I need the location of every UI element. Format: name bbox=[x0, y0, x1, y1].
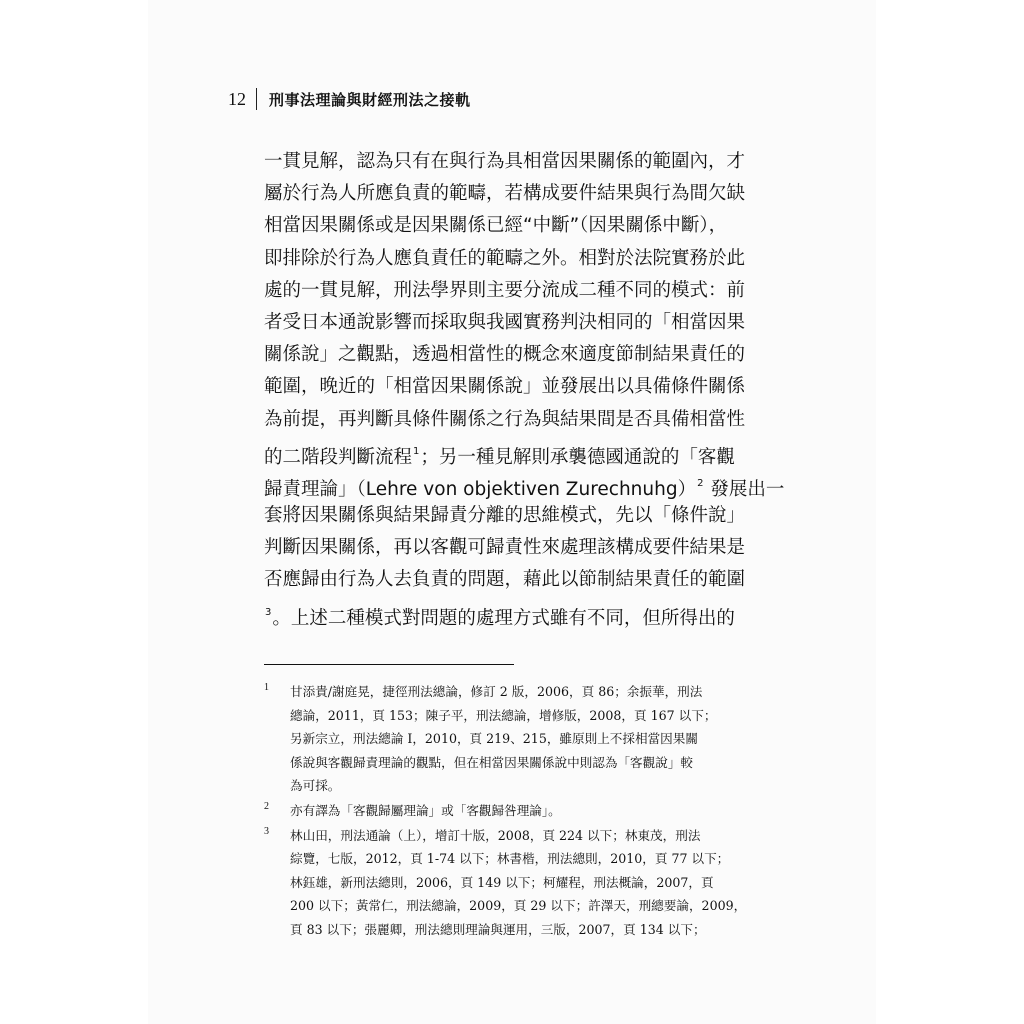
body-line: 者受日本通說影響而採取與我國實務判決相同的「相當因果 bbox=[264, 311, 746, 333]
footnote-line: 林鈺雄，新刑法總則，2006，頁 149 以下；柯耀程，刑法概論，2007，頁 bbox=[290, 874, 714, 890]
body-line bbox=[264, 597, 784, 629]
footnote-reference[interactable]: 3 bbox=[265, 606, 272, 618]
footnote-line: 係說與客觀歸責理論的觀點，但在相當因果關係說中則認為「客觀說」較 bbox=[290, 754, 693, 770]
body-line: 範圍，晚近的「相當因果關係說」並發展出以具備條件關係 bbox=[264, 376, 746, 398]
body-line: 套將因果關係與結果歸責分離的思維模式，先以「條件說」 bbox=[264, 505, 746, 527]
body-line bbox=[264, 468, 784, 500]
footnote-line: 亦有譯為「客觀歸屬理論」或「客觀歸咎理論」。 bbox=[290, 802, 561, 818]
body-text-segment: 的二階段判斷流程 bbox=[264, 446, 413, 468]
footnote-reference[interactable]: 1 bbox=[413, 445, 420, 457]
body-line: 處的一貫見解，刑法學界則主要分流成二種不同的模式：前 bbox=[264, 279, 746, 301]
footnote-number: 2 bbox=[264, 800, 269, 812]
footnote bbox=[264, 824, 784, 942]
body-text-segment: 。上述二種模式對問題的處理方式雖有不同，但所得出的 bbox=[272, 607, 735, 629]
running-title: 刑事法理論與財經刑法之接軌 bbox=[269, 90, 471, 109]
footnote bbox=[264, 799, 784, 823]
footnotes bbox=[264, 680, 784, 942]
footnote-line: 林山田，刑法通論（上），增訂十版，2008，頁 224 以下；林東茂，刑法 bbox=[290, 827, 701, 843]
footnote-line: 總論，2011，頁 153；陳子平，刑法總論，增修版，2008，頁 167 以下； bbox=[290, 707, 717, 723]
footnote bbox=[264, 680, 784, 798]
body-line: 為前提，再判斷具條件關係之行為與結果間是否具備相當性 bbox=[264, 408, 746, 430]
footnote-line: 另新宗立，刑法總論 I，2010，頁 219、215，雖原則上不採相當因果關 bbox=[290, 731, 698, 747]
body-line: 相當因果關係或是因果關係已經“中斷”（因果關係中斷）， bbox=[264, 215, 728, 237]
footnote-number: 1 bbox=[264, 682, 269, 693]
body-text-segment: 歸責理論」（Lehre von objektiven Zurechnuhg） bbox=[264, 478, 697, 500]
footnote-divider bbox=[264, 664, 514, 665]
body-line: 否應歸由行為人去負責的問題，藉此以節制結果責任的範圍 bbox=[264, 569, 746, 591]
body-text-segment: ；另一種見解則承襲德國通說的「客觀 bbox=[420, 446, 735, 468]
page-header bbox=[228, 88, 471, 110]
body-line: 判斷因果關係，再以客觀可歸責性來處理該構成要件結果是 bbox=[264, 537, 746, 559]
footnote-line: 綜覽，七版，2012，頁 1-74 以下；林書楷，刑法總則，2010，頁 77 以下； bbox=[290, 851, 730, 867]
footnote-reference[interactable]: 2 bbox=[697, 477, 704, 489]
body-line: 一貫見解，認為只有在與行為具相當因果關係的範圍內，才 bbox=[264, 151, 746, 172]
body-line bbox=[264, 436, 784, 468]
footnote-number: 3 bbox=[264, 825, 269, 837]
body-line: 關係說」之觀點，透過相當性的概念來適度節制結果責任的 bbox=[264, 344, 746, 366]
footnote-line: 200 以下；黃常仁，刑法總論，2009，頁 29 以下；許澤天，刑總要論，2009， bbox=[290, 898, 747, 914]
footnote-line: 頁 83 以下；張麗卿，刑法總則理論與運用，三版，2007，頁 134 以下； bbox=[290, 921, 706, 937]
body-text-segment: 發展出一 bbox=[704, 478, 785, 500]
body-line: 屬於行為人所應負責的範疇，若構成要件結果與行為間欠缺 bbox=[264, 183, 746, 205]
header-divider bbox=[256, 88, 257, 110]
footnote-line: 甘添貴/謝庭晃，捷徑刑法總論，修訂 2 版，2006，頁 86；余振華，刑法 bbox=[290, 684, 703, 699]
footnote-line: 為可採。 bbox=[290, 778, 341, 794]
page-number: 12 bbox=[228, 88, 246, 109]
body-text bbox=[264, 146, 784, 629]
body-line: 即排除於行為人應負責任的範疇之外。相對於法院實務於此 bbox=[264, 247, 746, 269]
